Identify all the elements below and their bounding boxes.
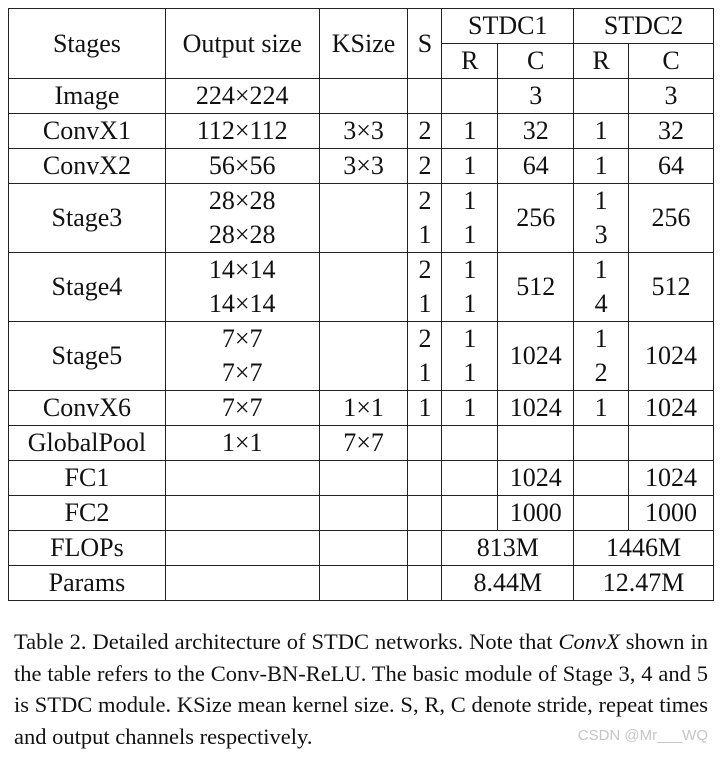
cell-output-size-stack [166,426,319,460]
cell-output-size-stack [166,79,319,113]
table-row [9,461,714,496]
cell-stage: FC1 [9,461,166,496]
table-row [9,79,714,114]
cell-output-size [165,531,319,566]
cell-flops-label: FLOPs [9,531,166,566]
cell-output-size-line: 28×28 [208,186,276,215]
cell-stage: ConvX6 [9,391,166,426]
cell-stdc1-r [442,149,498,184]
cell-s [408,426,442,461]
cell-stdc1-r-stack [442,114,497,148]
cell-stdc1-r-line: 1 [463,289,477,318]
cell-stdc2-c: 256 [629,184,714,253]
architecture-table [8,8,714,601]
cell-s [408,461,442,496]
cell-output-size [165,184,319,253]
cell-output-size-line: 1×1 [221,428,263,457]
cell-stdc1-c: 32 [498,114,574,149]
cell-stdc2-c: 3 [629,79,714,114]
cell-output-size-line: 28×28 [208,220,276,249]
cell-output-size-line: 14×14 [208,289,276,318]
cell-output-size-line: 7×7 [221,358,263,387]
cell-stdc2-c: 32 [629,114,714,149]
cell-s [408,114,442,149]
cell-ksize [319,322,408,391]
cell-flops-stdc2: 1446M [574,531,714,566]
cell-s [408,496,442,531]
cell-stdc1-r-stack [442,184,497,252]
table-row [9,253,714,322]
cell-stdc1-r-line: 1 [463,116,477,145]
cell-output-size [165,253,319,322]
header-output-size: Output size [165,9,319,79]
cell-stage: ConvX1 [9,114,166,149]
cell-stage: ConvX2 [9,149,166,184]
cell-output-size-stack [166,184,319,252]
cell-stdc1-r-stack [442,149,497,183]
cell-stdc2-r [574,461,629,496]
cell-ksize [319,531,408,566]
cell-stdc1-r-line: 1 [463,358,477,387]
cell-stdc2-r-line: 3 [594,220,608,249]
cell-output-size-line: 7×7 [221,324,263,353]
cell-output-size [165,149,319,184]
cell-output-size [165,566,319,601]
cell-stage: Image [9,79,166,114]
cell-stdc1-r [442,322,498,391]
cell-stdc2-r-line: 1 [594,186,608,215]
cell-stdc1-c: 1024 [498,461,574,496]
cell-output-size [165,114,319,149]
header-stdc1: STDC1 [442,9,574,44]
cell-s-line: 2 [418,151,432,180]
cell-output-size-stack [166,322,319,390]
cell-stdc2-c: 1024 [629,461,714,496]
cell-output-size [165,461,319,496]
cell-ksize: 7×7 [319,426,408,461]
cell-output-size-line: 224×224 [195,81,289,110]
cell-s-stack [408,322,441,390]
cell-stdc2-c: 1024 [629,391,714,426]
cell-stdc2-r [574,253,629,322]
cell-ksize [319,566,408,601]
cell-stdc2-r-stack [574,184,628,252]
cell-s [408,566,442,601]
cell-output-size [165,322,319,391]
cell-stdc2-c: 1024 [629,322,714,391]
cell-stdc2-r [574,79,629,114]
cell-s [408,149,442,184]
cell-output-size [165,496,319,531]
cell-output-size-line: 112×112 [196,116,288,145]
cell-s-stack [408,391,441,425]
cell-stdc1-r-stack [442,322,497,390]
cell-s-stack [408,114,441,148]
cell-s [408,253,442,322]
cell-stdc2-r-line: 1 [594,116,608,145]
cell-stdc2-r-line: 1 [594,255,608,284]
table-row-flops [9,531,714,566]
table-row [9,184,714,253]
table-row [9,149,714,184]
cell-stdc1-c [498,426,574,461]
cell-s [408,79,442,114]
cell-s [408,322,442,391]
cell-params-stdc1: 8.44M [442,566,574,601]
cell-ksize [319,184,408,253]
cell-stdc1-r-line: 1 [463,220,477,249]
cell-stdc1-c: 1024 [498,391,574,426]
cell-s-line: 2 [418,324,432,353]
cell-output-size-stack [166,149,319,183]
cell-output-size [165,79,319,114]
cell-stdc2-r-line: 4 [594,289,608,318]
cell-output-size-stack [166,253,319,321]
cell-stdc1-c: 256 [498,184,574,253]
header-stdc1-r: R [442,44,498,79]
cell-s-stack [408,184,441,252]
cell-stage: FC2 [9,496,166,531]
cell-stdc2-r-line: 1 [594,324,608,353]
cell-s-line: 2 [418,116,432,145]
watermark: CSDN @Mr___WQ [577,727,708,744]
cell-stdc2-c [629,426,714,461]
header-stdc2: STDC2 [574,9,714,44]
header-stdc1-c: C [498,44,574,79]
cell-ksize [319,79,408,114]
cell-stage: Stage5 [9,322,166,391]
cell-stdc1-c: 1000 [498,496,574,531]
table-row-params [9,566,714,601]
cell-stdc1-c: 1024 [498,322,574,391]
cell-stdc1-r-line: 1 [463,186,477,215]
header-ksize: KSize [319,9,408,79]
header-row-1 [9,9,714,44]
cell-s-stack [408,149,441,183]
cell-stdc2-r [574,114,629,149]
cell-stage: Stage3 [9,184,166,253]
cell-ksize: 1×1 [319,391,408,426]
cell-stdc1-r [442,114,498,149]
cell-output-size-line: 56×56 [208,151,276,180]
cell-stdc2-c: 512 [629,253,714,322]
cell-stdc1-r-line: 1 [463,393,477,422]
table-row [9,426,714,461]
cell-ksize [319,496,408,531]
cell-stage: Stage4 [9,253,166,322]
cell-output-size [165,426,319,461]
table-row [9,322,714,391]
cell-stdc2-r-stack [574,149,628,183]
cell-stdc2-r-line: 1 [594,393,608,422]
cell-stdc2-r [574,391,629,426]
cell-stdc2-r [574,322,629,391]
table-row-fc2 [9,496,714,531]
cell-s-line: 2 [418,186,432,215]
cell-stdc1-r-line: 1 [463,324,477,353]
cell-stage: GlobalPool [9,426,166,461]
cell-stdc1-c: 512 [498,253,574,322]
header-stdc2-r: R [574,44,629,79]
cell-output-size-stack [166,391,319,425]
cell-stdc2-c: 64 [629,149,714,184]
cell-stdc1-r-stack [442,253,497,321]
cell-stdc1-r-line: 1 [463,151,477,180]
caption-suffix: shown in the table refers to the Conv-BN-ReLU. The basic module of Stage 3, 4 and 5 is STDC module. KSize mean kernel size. S, R, C denote stride, repeat times and output channels respectively. [14,629,708,749]
cell-stdc2-r [574,426,629,461]
cell-flops-stdc1: 813M [442,531,574,566]
cell-stdc1-r [442,461,498,496]
cell-output-size [165,391,319,426]
cell-output-size-stack [166,114,319,148]
cell-stdc1-c: 64 [498,149,574,184]
header-stages: Stages [9,9,166,79]
cell-s-line: 1 [418,358,432,387]
cell-ksize: 3×3 [319,114,408,149]
cell-s [408,391,442,426]
cell-stdc1-r [442,391,498,426]
table-row [9,114,714,149]
cell-stdc1-r [442,79,498,114]
cell-s-line: 1 [418,220,432,249]
cell-ksize: 3×3 [319,149,408,184]
cell-s [408,531,442,566]
header-stdc2-c: C [629,44,714,79]
table-row [9,391,714,426]
cell-s-line: 1 [418,289,432,318]
cell-stdc1-r-stack [442,391,497,425]
cell-stdc2-r-stack [574,253,628,321]
table-body [9,79,714,601]
cell-s [408,184,442,253]
cell-stdc2-r-line: 1 [594,151,608,180]
header-s: S [408,9,442,79]
cell-stdc2-r-stack [574,114,628,148]
caption-italic: ConvX [558,629,620,654]
cell-stdc2-c: 1000 [629,496,714,531]
cell-s-line: 2 [418,255,432,284]
cell-stdc1-r [442,496,498,531]
cell-output-size-line: 14×14 [208,255,276,284]
cell-s-line: 1 [418,393,432,422]
cell-ksize [319,461,408,496]
cell-stdc1-r-line: 1 [463,255,477,284]
cell-stdc2-r-stack [574,322,628,390]
cell-stdc1-r [442,426,498,461]
cell-stdc1-c: 3 [498,79,574,114]
cell-stdc2-r [574,496,629,531]
cell-params-stdc2: 12.47M [574,566,714,601]
cell-ksize [319,253,408,322]
cell-stdc2-r-stack [574,391,628,425]
cell-stdc2-r-line: 2 [594,358,608,387]
cell-stdc2-r [574,184,629,253]
cell-output-size-line: 7×7 [221,393,263,422]
caption-prefix: Table 2. Detailed architecture of STDC networks. Note that [14,629,559,654]
cell-s-stack [408,253,441,321]
cell-stdc2-r [574,149,629,184]
cell-params-label: Params [9,566,166,601]
cell-stdc1-r [442,253,498,322]
cell-stdc1-r [442,184,498,253]
